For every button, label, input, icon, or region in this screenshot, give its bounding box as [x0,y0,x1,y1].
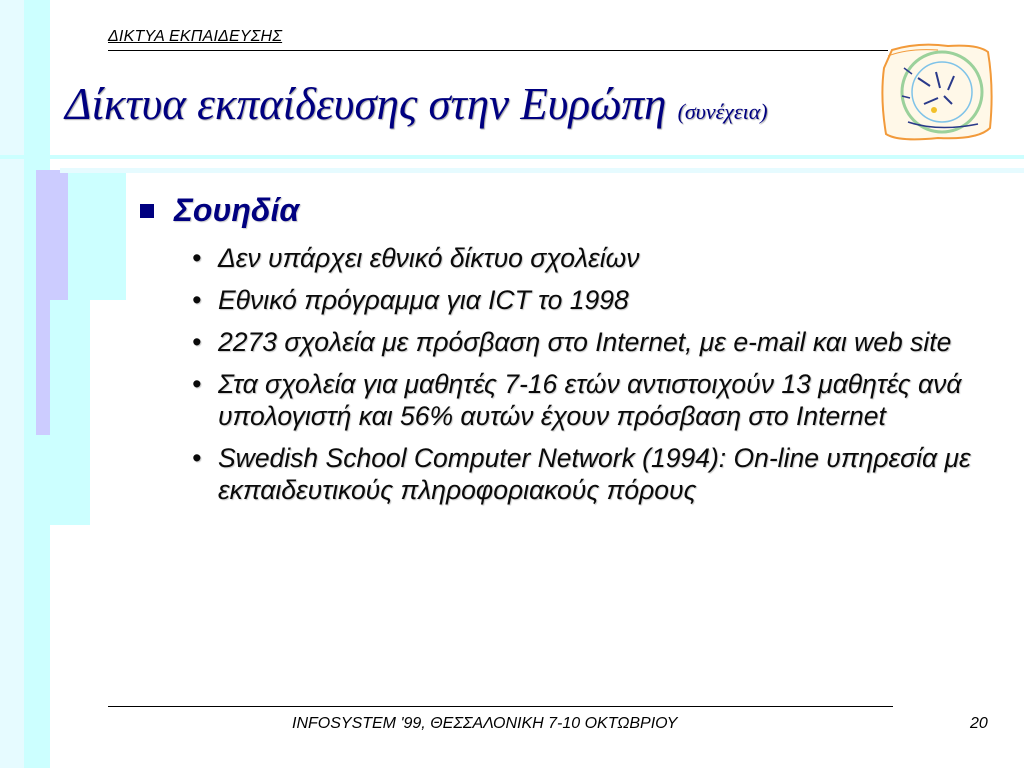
footer-text: INFOSYSTEM '99, ΘΕΣΣΑΛΟΝΙΚΗ 7-10 ΟΚΤΩΒΡΙΟΥ [292,715,678,732]
slide-title [65,78,768,130]
logo-icon [878,38,996,146]
bg-band-cyan-top [0,0,24,768]
bullet-dot-icon: • [192,285,202,315]
heading-text: Σουηδία [174,192,300,228]
list-item-text: Δεν υπάρχει εθνικό δίκτυο σχολείων [218,243,640,273]
list-item [192,368,1000,432]
list-item-text: Swedish School Computer Network (1994): On-line υπηρεσία με εκπαιδευτικούς πληροφοριακούς πόρους [218,443,971,505]
header-title: ΔΙΚΤΥΑ ΕΚΠΑΙΔΕΥΣΗΣ [108,28,283,45]
heading-bullet [140,186,1000,234]
bg-horizontal-band-2 [60,168,1024,173]
list-item-text: Εθνικό πρόγραμμα για ICT το 1998 [218,285,629,315]
title-sub: (συνέχεια) [677,99,768,124]
page-number: 20 [970,715,988,732]
bullet-dot-icon: • [192,369,202,399]
footer-divider [108,706,893,707]
square-bullet-icon [140,204,154,218]
bg-horizontal-band [0,155,1024,159]
list-item [192,242,1000,274]
bg-band-cyan-mid [68,170,126,300]
bg-band-cyan-lower [50,300,90,525]
title-main: Δίκτυα εκπαίδευσης στην Ευρώπη [65,79,667,129]
header-divider [108,50,888,51]
list-item-text: 2273 σχολεία με πρόσβαση στο Internet, με e-mail και web site [218,327,952,357]
list-item [192,326,1000,358]
content-list [140,186,1000,506]
list-item [192,442,1000,506]
bullet-dot-icon: • [192,443,202,473]
list-item [192,284,1000,316]
list-item-text: Στα σχολεία για μαθητές 7-16 ετών αντιστοιχούν 13 μαθητές ανά υπολογιστή και 56% αυτών έχουν πρόσβαση στο Internet [218,369,962,431]
bullet-dot-icon: • [192,243,202,273]
bullet-dot-icon: • [192,327,202,357]
